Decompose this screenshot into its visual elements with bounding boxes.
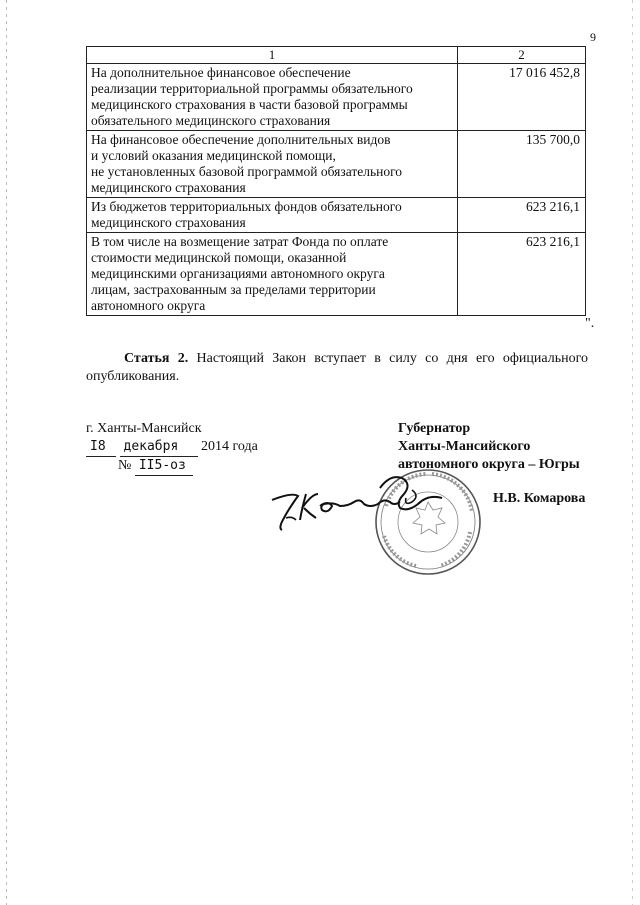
description-line: автономного округа xyxy=(91,298,206,313)
governor-name: Н.В. Комарова xyxy=(493,491,586,506)
column-header-2: 2 xyxy=(458,47,586,64)
date-year: 2014 года xyxy=(201,439,258,454)
row-description xyxy=(87,64,458,131)
date-month: декабря xyxy=(120,438,198,457)
row-amount: 135 700,0 xyxy=(458,131,586,198)
table-header-row xyxy=(87,47,586,64)
description-line: медицинского страхования в части базовой программы xyxy=(91,97,408,112)
row-description xyxy=(87,131,458,198)
table-row xyxy=(87,131,586,198)
description-line: Из бюджетов территориальных фондов обязательного xyxy=(91,199,402,214)
budget-table xyxy=(86,46,586,316)
scan-edge-left xyxy=(6,0,7,905)
row-amount: 623 216,1 xyxy=(458,233,586,316)
description-line: и условий оказания медицинской помощи, xyxy=(91,148,336,163)
law-number-prefix: № xyxy=(118,458,132,473)
description-line: лицам, застрахованным за пределами территории xyxy=(91,282,376,297)
row-description xyxy=(87,198,458,233)
description-line: В том числе на возмещение затрат Фонда по оплате xyxy=(91,234,389,249)
place-date-block xyxy=(86,420,258,476)
table-row xyxy=(87,64,586,131)
row-amount: 17 016 452,8 xyxy=(458,64,586,131)
governor-title-line: Ханты-Мансийского xyxy=(398,439,531,454)
table-row xyxy=(87,233,586,316)
description-line: На финансовое обеспечение дополнительных видов xyxy=(91,132,391,147)
article-paragraph xyxy=(86,350,588,386)
table-row xyxy=(87,198,586,233)
description-line: медицинского страхования xyxy=(91,180,246,195)
law-number: II5-оз xyxy=(135,457,193,476)
handwritten-signature xyxy=(262,470,462,540)
column-header-1: 1 xyxy=(87,47,458,64)
governor-title-line: Губернатор xyxy=(398,421,471,436)
governor-title-line: автономного округа – Югры xyxy=(398,457,580,472)
description-line: медицинского страхования xyxy=(91,215,246,230)
closing-quote: ". xyxy=(585,316,595,331)
page-number: 9 xyxy=(590,30,596,44)
description-line: медицинскими организациями автономного округа xyxy=(91,266,385,281)
law-number-line xyxy=(86,457,258,476)
description-line: стоимости медицинской помощи, оказанной xyxy=(91,250,347,265)
article-heading: Статья 2. xyxy=(124,351,189,366)
date-line xyxy=(86,438,258,457)
description-line: обязательного медицинского страхования xyxy=(91,113,331,128)
row-amount: 623 216,1 xyxy=(458,198,586,233)
scan-edge-right xyxy=(632,0,633,905)
date-day: I8 xyxy=(86,438,116,457)
description-line: реализации территориальной программы обязательного xyxy=(91,81,413,96)
article-text: Настоящий Закон вступает в силу со дня его официального опубликования. xyxy=(86,351,588,384)
description-line: не установленных базовой программой обязательного xyxy=(91,164,403,179)
city: г. Ханты-Мансийск xyxy=(86,421,202,436)
description-line: На дополнительное финансовое обеспечение xyxy=(91,65,351,80)
row-description xyxy=(87,233,458,316)
